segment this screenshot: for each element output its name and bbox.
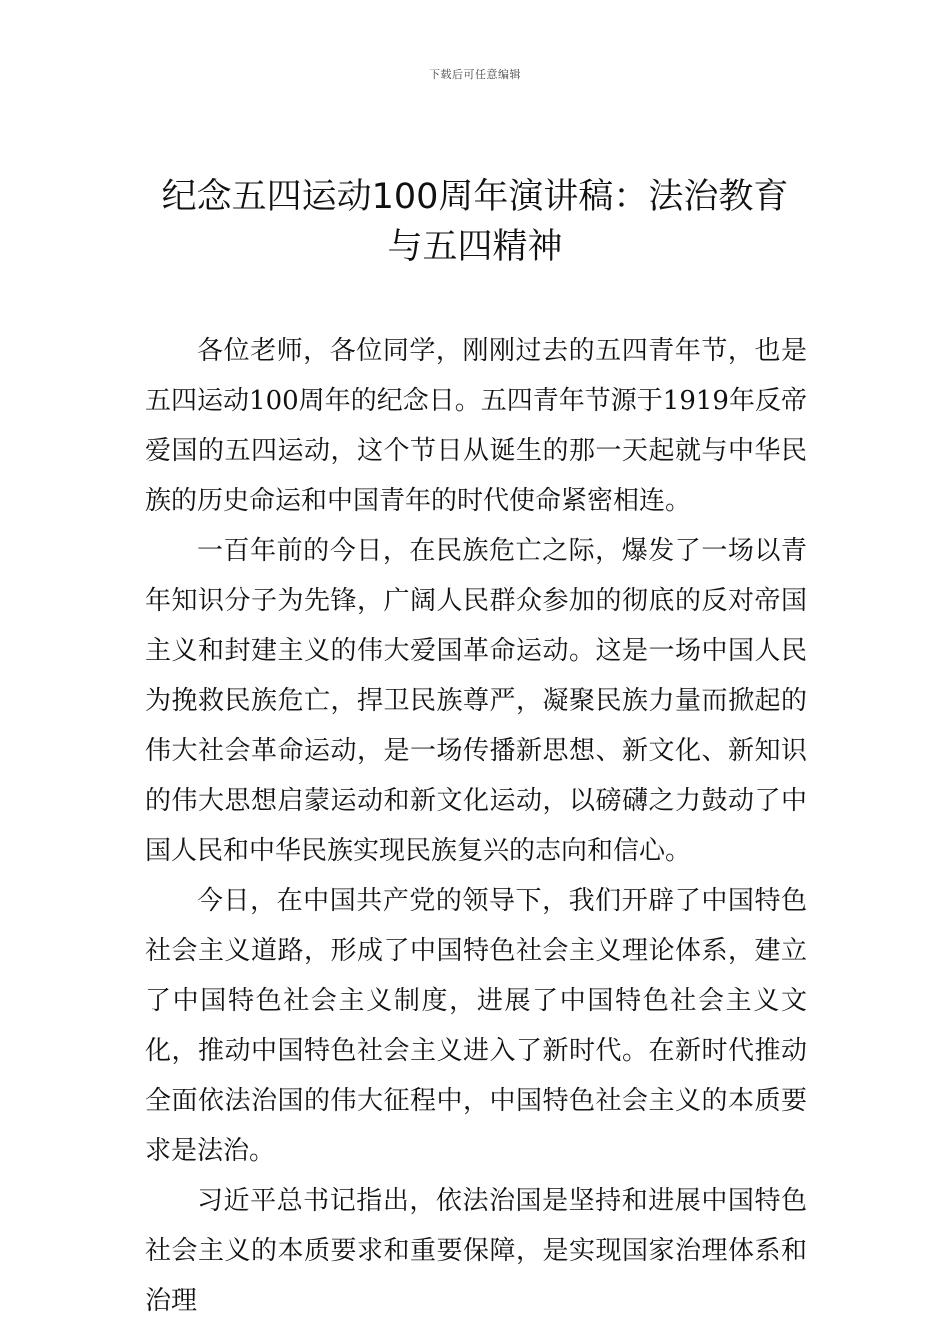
document-body	[145, 326, 807, 1326]
header-note: 下载后可任意编辑	[429, 68, 521, 81]
paragraph-2: 一百年前的今日，在民族危亡之际，爆发了一场以青年知识分子为先锋，广阔人民群众参加的彻底的反对帝国主义和封建主义的伟大爱国革命运动。这是一场中国人民为挽救民族危亡，捍卫民族尊严，凝聚民族力量而掀起的伟大社会革命运动，是一场传播新思想、新文化、新知识的伟大思想启蒙运动和新文化运动，以磅礴之力鼓动了中国人民和中华民族实现民族复兴的志向和信心。	[145, 536, 807, 866]
paragraph-1: 各位老师，各位同学，刚刚过去的五四青年节，也是五四运动100周年的纪念日。五四青年节源于1919年反帝爱国的五四运动，这个节日从诞生的那一天起就与中华民族的历史命运和中国青年的时代使命紧密相连。	[145, 336, 807, 516]
paragraph-3: 今日，在中国共产党的领导下，我们开辟了中国特色社会主义道路，形成了中国特色社会主义理论体系，建立了中国特色社会主义制度，进展了中国特色社会主义文化，推动中国特色社会主义进入了新时代。在新时代推动全面依法治国的伟大征程中，中国特色社会主义的本质要求是法治。	[145, 886, 807, 1166]
paragraph-4: 习近平总书记指出，依法治国是坚持和进展中国特色社会主义的本质要求和重要保障，是实现国家治理体系和治理	[145, 1186, 807, 1316]
document-title: 纪念五四运动100周年演讲稿：法治教育与五四精神	[161, 177, 789, 267]
